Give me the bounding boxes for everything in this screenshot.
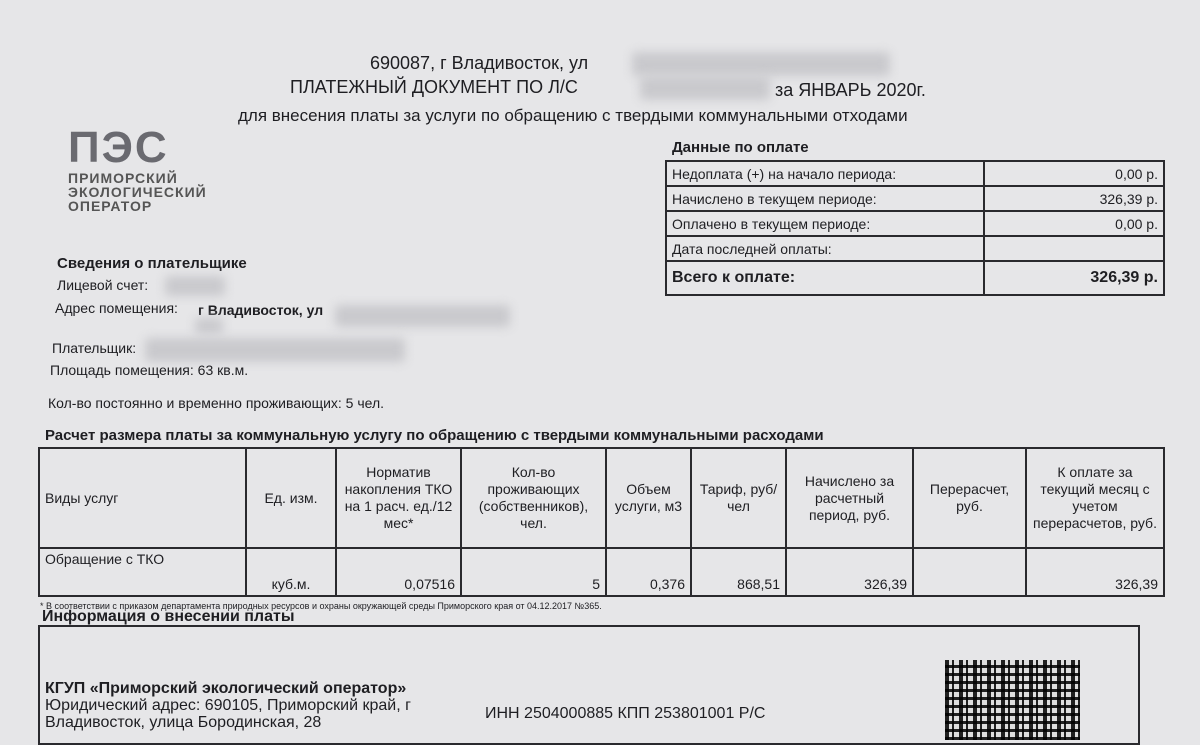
payment-value: 0,00 р. xyxy=(984,161,1164,186)
logo-text-2: ЭКОЛОГИЧЕСКИЙ xyxy=(68,184,207,200)
col-header: Перерасчет, руб. xyxy=(913,448,1026,548)
redacted-address xyxy=(335,305,510,327)
payment-label: Дата последней оплаты: xyxy=(666,236,984,261)
document-title: ПЛАТЕЖНЫЙ ДОКУМЕНТ ПО Л/С xyxy=(290,77,578,97)
company-logo xyxy=(68,125,207,213)
payment-value xyxy=(984,236,1164,261)
cell-charged: 326,39 xyxy=(786,548,913,596)
payment-label: Недоплата (+) на начало периода: xyxy=(666,161,984,186)
calc-table xyxy=(38,447,1165,597)
document-subtitle: для внесения платы за услуги по обращению с твердыми коммунальными отходами xyxy=(238,106,908,125)
account-label: Лицевой счет: xyxy=(57,277,149,293)
col-header: Норматив накопления ТКО на 1 расч. ед./12 мес* xyxy=(336,448,461,548)
org-address-2: Владивосток, улица Бородинская, 28 xyxy=(45,714,322,731)
footnote: * В соответствии с приказом департамента природных ресурсов и охраны окружающей среды Приморского края от 04.12.2017 №365. xyxy=(40,601,602,611)
payer-label: Плательщик: xyxy=(52,340,137,356)
payment-row xyxy=(666,211,1164,236)
col-header: Объем услуги, м3 xyxy=(606,448,691,548)
cell-service: Обращение с ТКО xyxy=(39,548,246,596)
col-header: Кол-во проживающих (собственников), чел. xyxy=(461,448,606,548)
payment-value: 0,00 р. xyxy=(984,211,1164,236)
payer-title: Сведения о плательщике xyxy=(57,255,247,272)
payment-title: Данные по оплате xyxy=(672,139,809,156)
logo-text-1: ПРИМОРСКИЙ xyxy=(68,170,178,186)
total-label: Всего к оплате: xyxy=(666,261,984,295)
redacted-account xyxy=(640,76,770,100)
qr-code xyxy=(945,660,1080,740)
redacted-account-number xyxy=(165,276,225,296)
col-header: Начислено за расчетный период, руб. xyxy=(786,448,913,548)
address-label: Адрес помещения: xyxy=(55,300,178,316)
org-address-1: Юридический адрес: 690105, Приморский край, г xyxy=(45,697,411,714)
col-header: Виды услуг xyxy=(39,448,246,548)
redacted-payer xyxy=(145,338,405,362)
document-period: за ЯНВАРЬ 2020г. xyxy=(775,80,926,100)
col-header: Тариф, руб/чел xyxy=(691,448,786,548)
cell-volume: 0,376 xyxy=(606,548,691,596)
redacted-address-2 xyxy=(195,318,223,334)
total-value: 326,39 р. xyxy=(984,261,1164,295)
org-name: КГУП «Приморский экологический оператор» xyxy=(45,680,407,697)
cell-tariff: 868,51 xyxy=(691,548,786,596)
calc-title: Расчет размера платы за коммунальную услугу по обращению с твердыми коммунальными расходами xyxy=(45,427,824,444)
cell-to-pay: 326,39 xyxy=(1026,548,1164,596)
payment-row xyxy=(666,161,1164,186)
residents-text: Кол-во постоянно и временно проживающих: 5 чел. xyxy=(48,395,385,411)
cell-recalc xyxy=(913,548,1026,596)
logo-mark: ПЭС xyxy=(68,123,169,172)
cell-residents: 5 xyxy=(461,548,606,596)
redacted-street xyxy=(632,52,890,76)
header-address: 690087, г Владивосток, ул xyxy=(370,53,589,73)
address-value: г Владивосток, ул xyxy=(198,302,324,318)
cell-unit: куб.м. xyxy=(246,548,336,596)
payment-row xyxy=(666,236,1164,261)
org-inn: ИНН 2504000885 КПП 253801001 Р/С xyxy=(485,705,766,722)
payment-label: Начислено в текущем периоде: xyxy=(666,186,984,211)
col-header: К оплате за текущий месяц с учетом перерасчетов, руб. xyxy=(1026,448,1164,548)
info-title: Информация о внесении платы xyxy=(42,608,295,625)
payment-label: Оплачено в текущем периоде: xyxy=(666,211,984,236)
logo-text-3: ОПЕРАТОР xyxy=(68,198,153,214)
cell-norm: 0,07516 xyxy=(336,548,461,596)
payment-total-row xyxy=(666,261,1164,295)
calc-header-row xyxy=(39,448,1164,548)
payment-row xyxy=(666,186,1164,211)
payment-table xyxy=(665,160,1165,296)
payment-value: 326,39 р. xyxy=(984,186,1164,211)
table-row xyxy=(39,548,1164,596)
area-text: Площадь помещения: 63 кв.м. xyxy=(50,362,249,378)
col-header: Ед. изм. xyxy=(246,448,336,548)
